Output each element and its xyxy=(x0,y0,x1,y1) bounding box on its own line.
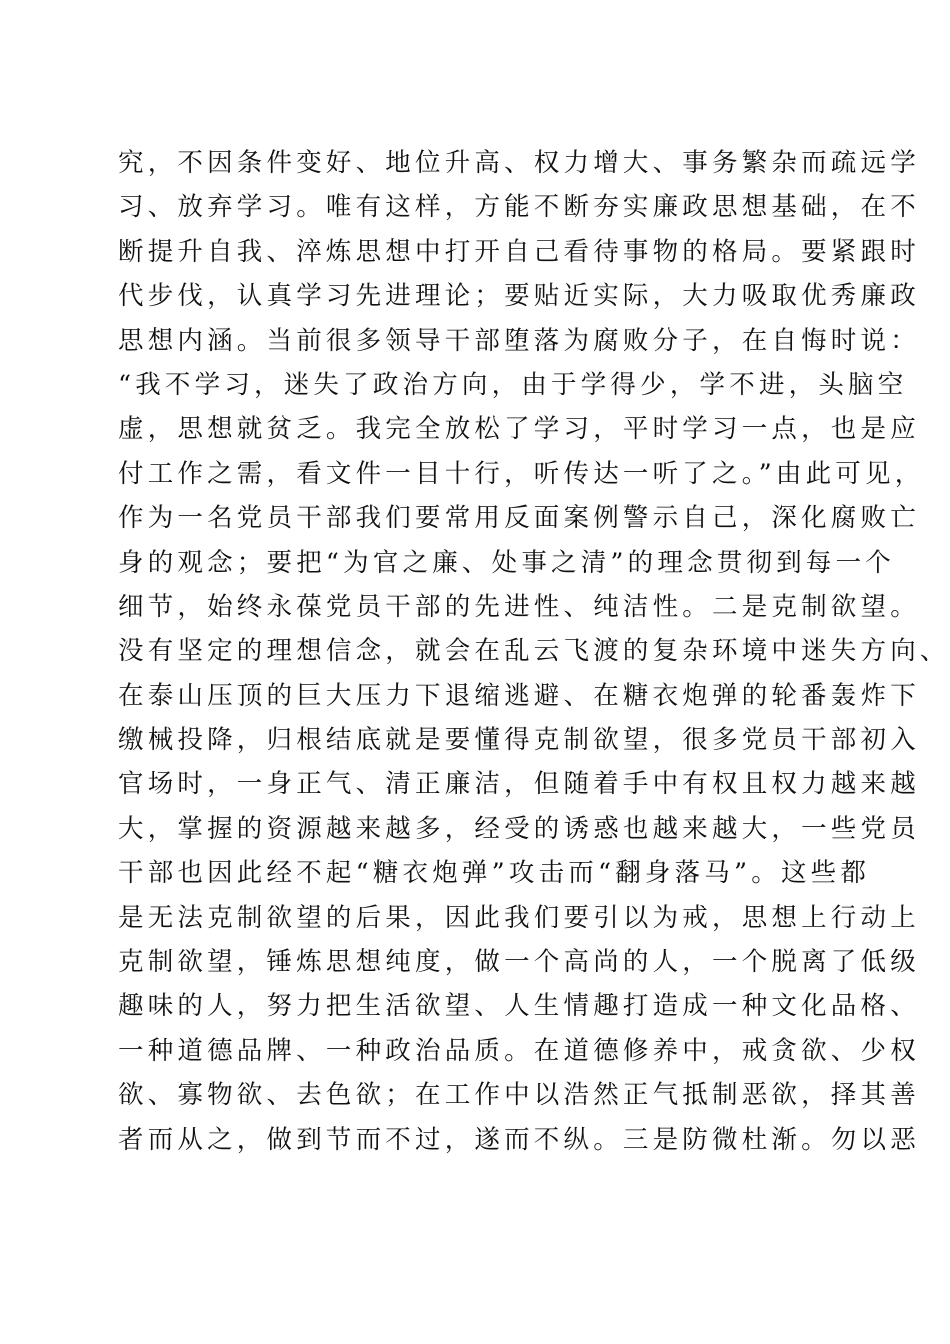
text-line: 没有坚定的理想信念，就会在乱云飞渡的复杂环境中迷失方向、 xyxy=(118,636,950,667)
text-line: 思想内涵。当前很多领导干部堕落为腐败分子，在自悔时说： xyxy=(118,325,920,356)
text-line: 究，不因条件变好、地位升高、权力增大、事务繁杂而疏远学 xyxy=(118,148,920,178)
body-text xyxy=(118,141,950,1162)
text-line: 趣味的人，努力把生活欲望、人生情趣打造成一种文化品格、 xyxy=(118,991,920,1022)
text-line: 作为一名党员干部我们要常用反面案例警示自己，深化腐败亡 xyxy=(118,503,920,534)
text-line: 断提升自我、淬炼思想中打开自己看待事物的格局。要紧跟时 xyxy=(118,236,920,267)
text-line: 大，掌握的资源越来越多，经受的诱惑也越来越大，一些党员 xyxy=(118,813,920,844)
text-line: 代步伐，认真学习先进理论；要贴近实际，大力吸取优秀廉政 xyxy=(118,281,920,312)
text-line: 一种道德品牌、一种政治品质。在道德修养中，戒贪欲、少权 xyxy=(118,1035,920,1066)
text-line: 缴械投降，归根结底就是要懂得克制欲望，很多党员干部初入 xyxy=(118,725,920,756)
text-line: 欲、寡物欲、去色欲；在工作中以浩然正气抵制恶欲，择其善 xyxy=(118,1080,920,1111)
text-line: “我不学习，迷失了政治方向，由于学得少，学不进，头脑空 xyxy=(118,369,908,400)
text-line: 者而从之，做到节而不过，遂而不纵。三是防微杜渐。勿以恶 xyxy=(118,1124,920,1155)
text-line: 付工作之需，看文件一目十行，听传达一听了之。”由此可见， xyxy=(118,458,925,489)
text-line: 是无法克制欲望的后果，因此我们要引以为戒，思想上行动上 xyxy=(118,902,920,933)
text-line: 身的观念；要把“为官之廉、处事之清”的理念贯彻到每一个 xyxy=(118,547,895,578)
text-line: 干部也因此经不起“糖衣炮弹”攻击而“翻身落马”。这些都 xyxy=(118,858,871,889)
text-line: 细节，始终永葆党员干部的先进性、纯洁性。二是克制欲望。 xyxy=(118,591,920,622)
text-line: 克制欲望，锤炼思想纯度，做一个高尚的人，一个脱离了低级 xyxy=(118,947,920,978)
text-line: 习、放弃学习。唯有这样，方能不断夯实廉政思想基础，在不 xyxy=(118,192,920,223)
text-line: 在泰山压顶的巨大压力下退缩逃避、在糖衣炮弹的轮番轰炸下 xyxy=(118,680,920,711)
text-line: 虚，思想就贫乏。我完全放松了学习，平时学习一点，也是应 xyxy=(118,414,920,445)
text-line: 官场时，一身正气、清正廉洁，但随着手中有权且权力越来越 xyxy=(118,769,920,800)
